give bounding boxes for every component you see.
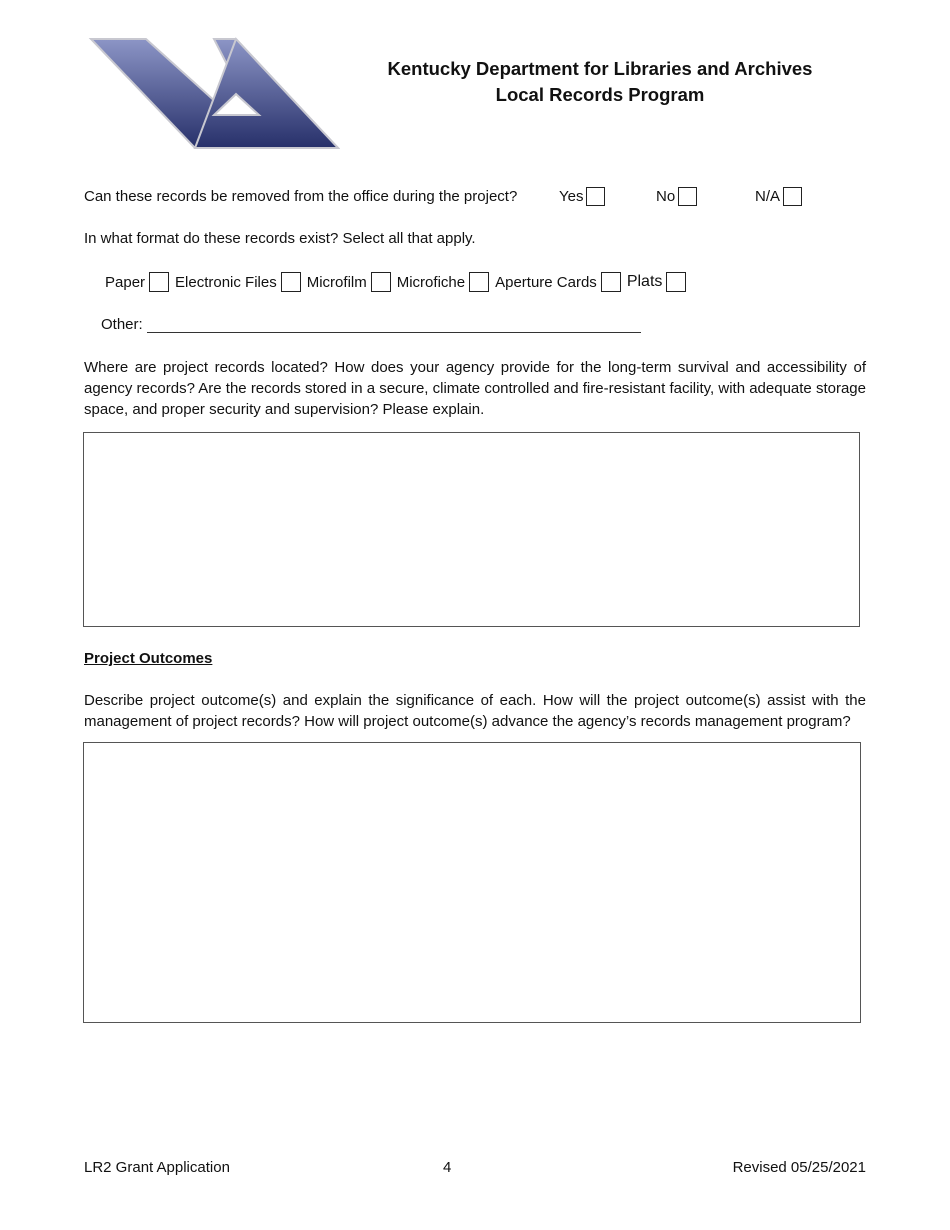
format-option-paper[interactable] — [105, 272, 169, 292]
format-label: Microfiche — [396, 273, 466, 291]
no-checkbox[interactable] — [678, 187, 697, 206]
kdla-triangle-logo-icon — [88, 36, 340, 154]
option-yes[interactable] — [559, 187, 605, 206]
format-options — [105, 272, 692, 292]
records-location-answer-box[interactable] — [83, 432, 860, 627]
format-question: In what format do these records exist? Select all that apply. — [84, 230, 476, 247]
project-outcomes-answer-box[interactable] — [83, 742, 861, 1023]
footer-revised-date: Revised 05/25/2021 — [732, 1159, 866, 1176]
project-outcomes-heading: Project Outcomes — [84, 650, 213, 667]
option-no[interactable] — [656, 187, 697, 206]
footer-page-number: 4 — [443, 1159, 452, 1176]
format-label: Microfilm — [306, 273, 367, 291]
na-checkbox[interactable] — [783, 187, 802, 206]
title-line-2: Local Records Program — [495, 84, 705, 105]
option-na[interactable] — [755, 187, 802, 206]
format-option-electronic-files[interactable] — [175, 272, 301, 292]
format-label: Plats — [626, 273, 663, 290]
plats-checkbox[interactable] — [666, 272, 686, 292]
other-format-row — [101, 315, 641, 333]
format-option-microfilm[interactable] — [307, 272, 391, 292]
option-na-label: N/A — [755, 188, 781, 205]
electronic-files-checkbox[interactable] — [281, 272, 301, 292]
other-format-input[interactable] — [147, 315, 641, 333]
option-no-label: No — [656, 188, 676, 205]
format-option-aperture-cards[interactable] — [495, 272, 621, 292]
project-outcomes-question: Describe project outcome(s) and explain the significance of each. How will the project outcome(s) assist with the management of project records? How will project outcome(s) advance the agency’s records management program? — [84, 692, 866, 730]
document-title — [360, 56, 840, 108]
title-line-1: Kentucky Department for Libraries and Archives — [387, 58, 813, 79]
format-option-plats[interactable] — [627, 272, 687, 292]
format-label: Paper — [105, 273, 146, 291]
microfilm-checkbox[interactable] — [371, 272, 391, 292]
format-label: Aperture Cards — [495, 273, 597, 291]
paper-checkbox[interactable] — [149, 272, 169, 292]
option-yes-label: Yes — [559, 188, 584, 205]
format-option-microfiche[interactable] — [397, 272, 489, 292]
microfiche-checkbox[interactable] — [469, 272, 489, 292]
aperture-cards-checkbox[interactable] — [601, 272, 621, 292]
yes-checkbox[interactable] — [586, 187, 605, 206]
records-location-question: Where are project records located? How does your agency provide for the long-term survival and accessibility of agency records? Are the records stored in a secure, climate controlled and fire-resistant facility, with adequate storage space, and proper security and supervision? Please explain. — [84, 359, 866, 418]
footer-form-name: LR2 Grant Application — [84, 1159, 230, 1176]
other-label: Other: — [101, 316, 143, 333]
removal-question: Can these records be removed from the office during the project? — [84, 188, 518, 205]
format-label: Electronic Files — [175, 273, 277, 291]
